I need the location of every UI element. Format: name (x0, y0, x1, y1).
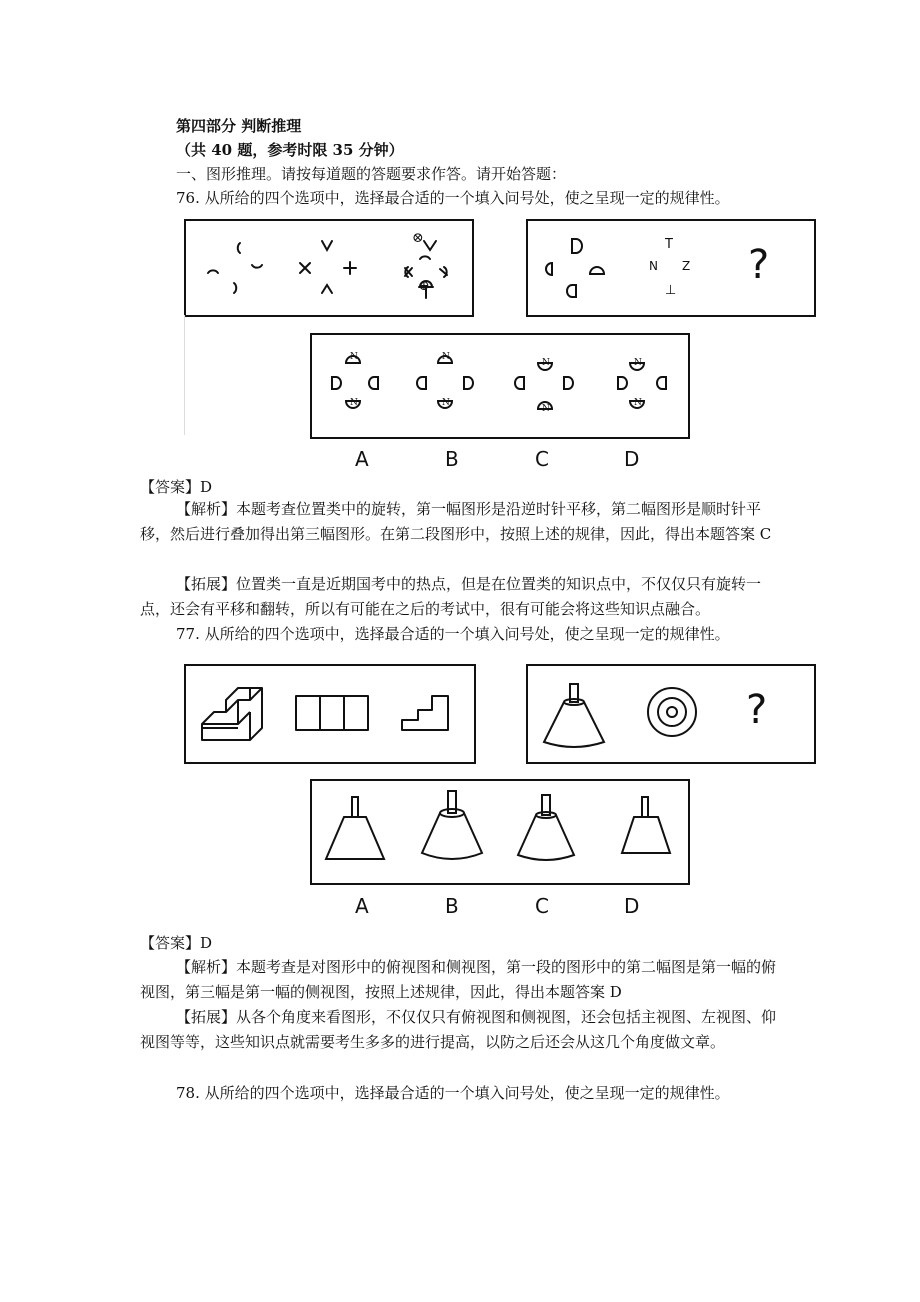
q76-option-c-shape (515, 363, 573, 409)
q76-opt-a-n-top: N (350, 352, 358, 362)
q76-option-b-label[interactable]: B (445, 447, 459, 471)
q77-option-d-shape (622, 797, 670, 853)
q76-opt-d-n-bottom: N (634, 398, 642, 408)
q77-option-b-shape (422, 791, 482, 859)
q77-frustum-peg-shape (544, 684, 604, 747)
q77-option-a-shape (326, 797, 384, 859)
q77-option-b-label[interactable]: B (445, 894, 459, 918)
q76-extension: 【拓展】位置类一直是近期国考中的热点，但是在位置类的知识点中，不仅仅只有旋转一点，还会有平移和翻转，所以有可能在之后的考试中，很有可能会将这些知识点融合。 (140, 575, 762, 618)
q76-question-mark-icon: ? (748, 242, 770, 288)
q76-figure-2 (526, 219, 816, 317)
q76-answer: 【答案】D (140, 478, 213, 496)
q76-option-d-label[interactable]: D (624, 447, 640, 471)
q76-opt-a-n-bottom: N (350, 398, 358, 408)
q77-concentric-circles-shape (648, 688, 696, 736)
q77-option-a-label[interactable]: A (355, 894, 369, 918)
q76-fig1-glyph-bottom: ⊕ (418, 278, 430, 294)
q77-option-c-shape (518, 795, 574, 860)
q77-answer: 【答案】D (140, 934, 213, 952)
q76-options-box (310, 333, 690, 439)
q77-question: 77. 从所给的四个选项中，选择最合适的一个填入问号处，使之呈现一定的规律性。 (176, 625, 730, 643)
q76-fig2-letter-bottom: ⊥ (665, 283, 677, 298)
faint-margin-line (184, 315, 185, 435)
q76-opt-b-n-top: N (442, 352, 450, 362)
q77-staircase-3d-shape (202, 688, 262, 740)
section-title: 第四部分 判断推理 (176, 117, 302, 135)
q76-opt-d-n-top: N (634, 358, 642, 368)
q76-option-a-label[interactable]: A (355, 447, 369, 471)
q77-extension: 【拓展】从各个角度来看图形，不仅仅只有俯视图和侧视图，还会包括主视图、左视图、仰视图等等，这些知识点就需要考生多多的进行提高，以防之后还会从这几个角度做文章。 (140, 1008, 777, 1051)
section-subtitle: （共 40 题，参考时限 35 分钟） (176, 141, 404, 159)
q76-opt-c-n-bottom: N (542, 404, 550, 414)
q76-analysis: 【解析】本题考查位置类中的旋转，第一幅图形是沿逆时针平移，第二幅图形是顺时针平移，然后进行叠加得出第三幅图形。在第二段图形中，按照上述的规律，因此，得出本题答案 C (140, 500, 772, 543)
q77-question-mark-icon: ? (746, 687, 768, 733)
q76-option-d-shape (618, 363, 666, 408)
q77-figure-1 (184, 664, 476, 764)
q76-figure-1 (184, 219, 474, 317)
q76-fig2-letter-z: Z (682, 259, 691, 273)
q76-question: 76. 从所给的四个选项中，选择最合适的一个填入问号处，使之呈现一定的规律性。 (176, 189, 730, 207)
q76-opt-b-n-bottom: N (442, 398, 450, 408)
q76-fig2-letter-t: T (665, 237, 673, 252)
q77-option-c-label[interactable]: C (535, 894, 549, 918)
q77-options-box (310, 779, 690, 885)
q77-top-view-shape (296, 696, 368, 730)
q77-analysis: 【解析】本题考查是对图形中的俯视图和侧视图，第一段的图形中的第二幅图是第一幅的俯视图，第三幅是第一幅的侧视图，按照上述规律，因此，得出本题答案 D (140, 958, 777, 1001)
q78-question: 78. 从所给的四个选项中，选择最合适的一个填入问号处，使之呈现一定的规律性。 (176, 1084, 730, 1102)
q77-side-view-shape (402, 696, 448, 730)
q77-figure-2 (526, 664, 816, 764)
section-instruction: 一、图形推理。请按每道题的答题要求作答。请开始答题： (176, 165, 567, 183)
q76-fig1-glyph-top: ⊗ (412, 230, 424, 246)
q77-option-d-label[interactable]: D (624, 894, 640, 918)
q76-opt-c-n-top: N (542, 358, 550, 368)
q76-option-c-label[interactable]: C (535, 447, 549, 471)
q76-fig2-letter-n: N (649, 259, 658, 273)
